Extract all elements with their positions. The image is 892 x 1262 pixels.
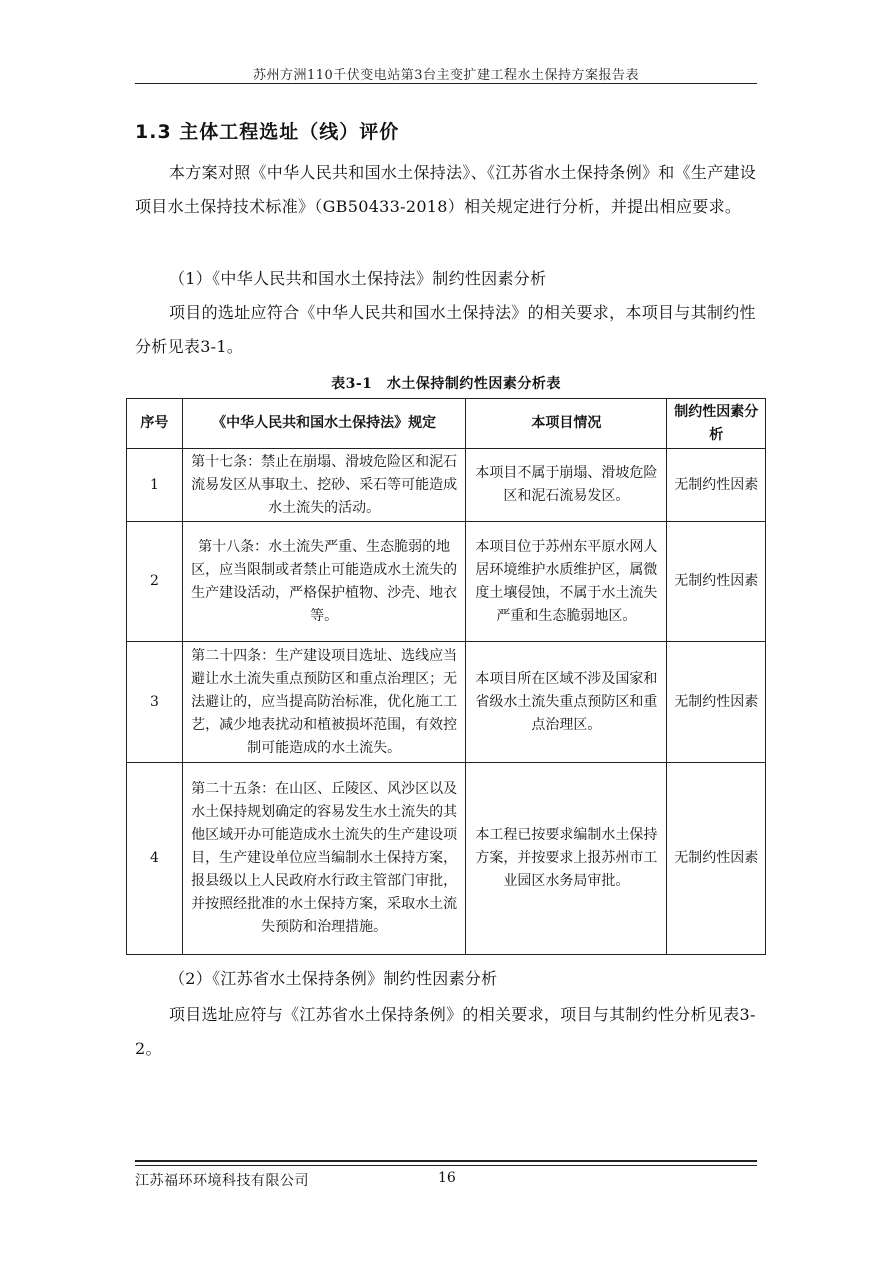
running-header: 苏州方洲110千伏变电站第3台主变扩建工程水土保持方案报告表 xyxy=(252,68,640,83)
cell-no: 4 xyxy=(127,763,183,955)
paragraph-1: 项目的选址应符合《中华人民共和国水土保持法》的相关要求，本项目与其制约性分析见表3-1。 xyxy=(135,303,756,356)
table-header-row xyxy=(127,399,766,449)
intro-paragraph: 本方案对照《中华人民共和国水土保持法》、《江苏省水土保持条例》和《生产建设项目水土保持技术标准》（GB50433-2018）相关规定进行分析，并提出相应要求。 xyxy=(135,163,757,216)
cell-no: 3 xyxy=(127,642,183,763)
footer-rule-thin xyxy=(135,1165,757,1166)
table-row xyxy=(127,642,766,763)
table-row xyxy=(127,763,766,955)
cell-law: 第二十四条：生产建设项目选址、选线应当避让水土流失重点预防区和重点治理区；无法避让的，应当提高防治标准，优化施工工艺，减少地表扰动和植被损坏范围，有效控制可能造成的水土流失。 xyxy=(182,642,466,763)
footer-rule-thick xyxy=(135,1160,757,1162)
section-title: 1.3 主体工程选址（线）评价 xyxy=(135,121,400,143)
cell-project: 本项目所在区域不涉及国家和省级水土流失重点预防区和重点治理区。 xyxy=(466,642,667,763)
cell-no: 2 xyxy=(127,522,183,642)
cell-factor: 无制约性因素 xyxy=(667,763,766,955)
cell-no: 1 xyxy=(127,449,183,522)
header-cell-factor: 制约性因素分析 xyxy=(667,399,766,449)
table-row xyxy=(127,449,766,522)
subheading-2: （2）《江苏省水土保持条例》制约性因素分析 xyxy=(169,969,498,988)
header-cell-law: 《中华人民共和国水土保持法》规定 xyxy=(182,399,466,449)
cell-project: 本工程已按要求编制水土保持方案，并按要求上报苏州市工业园区水务局审批。 xyxy=(466,763,667,955)
table-row xyxy=(127,522,766,642)
cell-law: 第十八条：水土流失严重、生态脆弱的地区，应当限制或者禁止可能造成水土流失的生产建设活动，严格保护植物、沙壳、地衣等。 xyxy=(182,522,466,642)
header-cell-project: 本项目情况 xyxy=(466,399,667,449)
cell-project: 本项目位于苏州东平原水网人居环境维护水质维护区，属微度土壤侵蚀，不属于水土流失严重和生态脆弱地区。 xyxy=(466,522,667,642)
table-caption: 表3-1 水土保持制约性因素分析表 xyxy=(331,376,561,392)
header-rule xyxy=(135,83,757,84)
constraint-table xyxy=(126,398,766,955)
cell-factor: 无制约性因素 xyxy=(667,522,766,642)
cell-law: 第二十五条：在山区、丘陵区、风沙区以及水土保持规划确定的容易发生水土流失的其他区域开办可能造成水土流失的生产建设项目，生产建设单位应当编制水土保持方案，报县级以上人民政府水行政主管部门审批，并按照经批准的水土保持方案，采取水土流失预防和治理措施。 xyxy=(182,763,466,955)
footer-company: 江苏福环环境科技有限公司 xyxy=(135,1173,309,1189)
cell-project: 本项目不属于崩塌、滑坡危险区和泥石流易发区。 xyxy=(466,449,667,522)
header-cell-no: 序号 xyxy=(127,399,183,449)
page-number: 16 xyxy=(438,1170,456,1186)
paragraph-2: 项目选址应符与《江苏省水土保持条例》的相关要求，项目与其制约性分析见表3-2。 xyxy=(135,1005,756,1058)
cell-factor: 无制约性因素 xyxy=(667,449,766,522)
cell-factor: 无制约性因素 xyxy=(667,642,766,763)
cell-law: 第十七条：禁止在崩塌、滑坡危险区和泥石流易发区从事取土、挖砂、采石等可能造成水土流失的活动。 xyxy=(182,449,466,522)
subheading-1: （1）《中华人民共和国水土保持法》制约性因素分析 xyxy=(169,269,547,288)
